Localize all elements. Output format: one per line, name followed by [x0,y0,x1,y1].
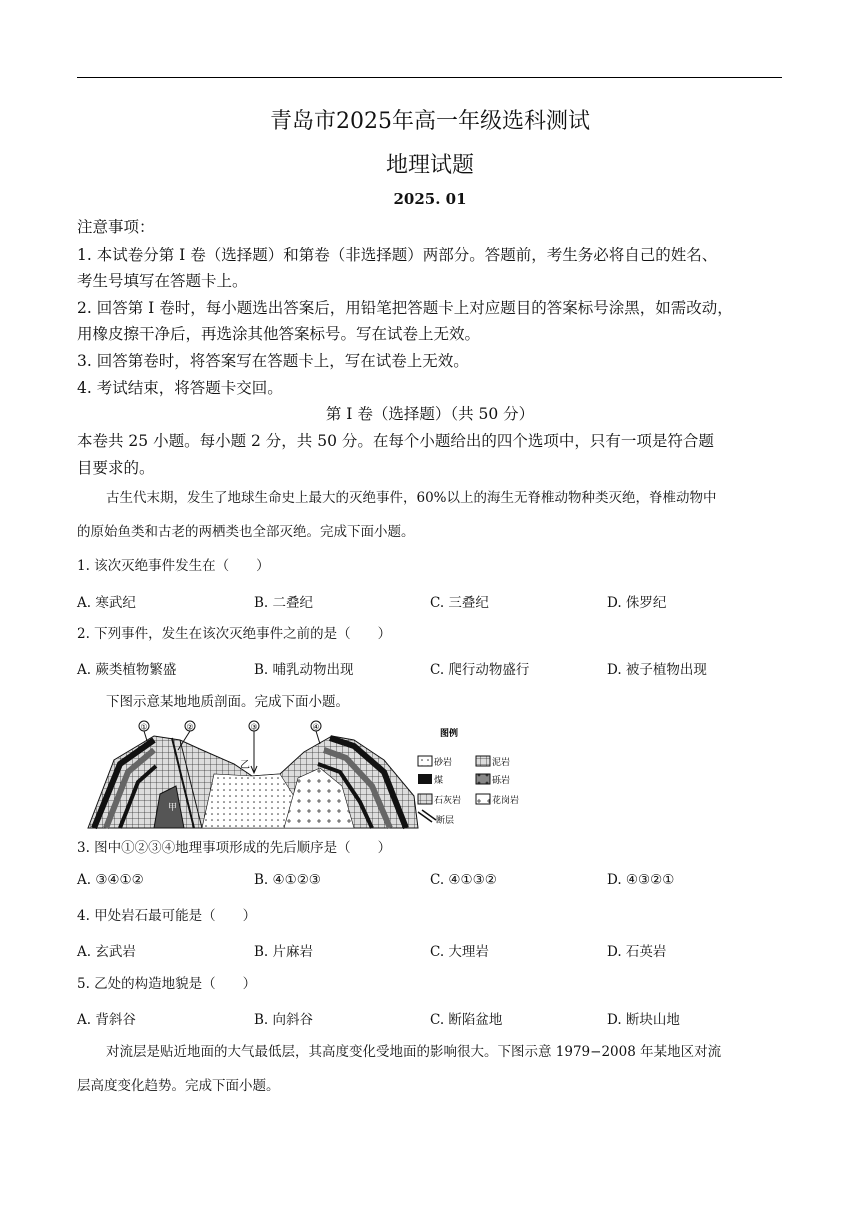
option-c[interactable]: C. 断陷盆地 [430,1012,503,1028]
legend-fault: 断层 [436,816,455,826]
option-d[interactable]: D. ④③②① [607,872,675,888]
legend-conglomerate: 砾岩 [492,776,511,786]
label-yi: 乙 [240,760,250,771]
question-stem: 3. 图中①②③④地理事项形成的先后顺序是（ ） [77,840,392,856]
option-d[interactable]: D. 断块山地 [607,1012,680,1028]
legend-granite: 花岗岩 [492,796,520,806]
option-b[interactable]: B. 片麻岩 [254,944,314,960]
marker-3: ③ [250,722,258,732]
legend-sandstone-swatch [418,756,432,766]
option-d[interactable]: D. 石英岩 [607,944,667,960]
passage-text: 层高度变化趋势。完成下面小题。 [77,1078,280,1094]
legend-coal-swatch [418,774,432,784]
notice-line: 2. 回答第 I 卷时，每小题选出答案后，用铅笔把答题卡上对应题目的答案标号涂黑，如需改动， [77,299,733,317]
option-c[interactable]: C. ④①③② [430,872,497,888]
label-jia: 甲 [168,803,178,813]
option-b[interactable]: B. 二叠纪 [254,595,314,611]
notice-line: 4. 考试结束，将答题卡交回。 [77,379,283,397]
marker-2: ② [186,722,194,732]
header-rule [77,77,782,78]
exam-date: 2025. 01 [393,190,467,208]
section-heading: 第 I 卷（选择题）（共 50 分） [325,405,535,423]
section-desc: 本卷共 25 小题。每小题 2 分，共 50 分。在每个小题给出的四个选项中，只有一项是符合题 [77,432,714,450]
option-c[interactable]: C. 三叠纪 [430,595,489,611]
option-c[interactable]: C. 爬行动物盛行 [430,662,530,678]
legend-mudstone-swatch [476,756,490,766]
option-a[interactable]: A. 玄武岩 [77,944,136,960]
legend-granite-swatch [476,794,490,804]
legend-sandstone: 砂岩 [434,758,453,768]
exam-subtitle: 地理试题 [385,153,474,178]
notice-heading: 注意事项： [77,218,155,236]
option-a[interactable]: A. 寒武纪 [77,595,136,611]
option-b[interactable]: B. 哺乳动物出现 [254,662,354,678]
legend-coal: 煤 [434,776,444,786]
notice-line: 3. 回答第卷时，将答案写在答题卡上，写在试卷上无效。 [77,352,469,370]
legend-conglomerate-swatch [476,774,490,784]
exam-title: 青岛市2025年高一年级选科测试 [270,109,590,134]
marker-4: ④ [312,722,320,732]
notice-line: 用橡皮擦干净后，再选涂其他答案标号。写在试卷上无效。 [77,325,481,343]
passage-text: 下图示意某地地质剖面。完成下面小题。 [106,694,349,710]
notice-line: 考生号填写在答题卡上。 [77,272,248,290]
section-desc: 目要求的。 [77,459,155,477]
marker-1: ① [140,722,148,732]
legend-fault-swatch [418,810,436,822]
question-stem: 5. 乙处的构造地貌是（ ） [77,976,257,992]
legend-limestone-swatch [418,794,432,804]
legend-title: 图例 [440,729,459,739]
legend-limestone: 石灰岩 [434,796,462,806]
legend-mudstone: 泥岩 [492,758,511,768]
option-a[interactable]: A. 背斜谷 [77,1012,136,1028]
question-stem: 4. 甲处岩石最可能是（ ） [77,908,257,924]
passage-text: 对流层是贴近地面的大气最低层，其高度变化受地面的影响很大。下图示意 1979−2008 年某地区对流 [106,1044,722,1060]
option-a[interactable]: A. ③④①② [77,872,144,888]
option-d[interactable]: D. 侏罗纪 [607,595,667,611]
notice-line: 1. 本试卷分第 I 卷（选择题）和第卷（非选择题）两部分。答题前，考生务必将自己的姓名、 [77,246,718,264]
passage-text: 的原始鱼类和古老的两栖类也全部灭绝。完成下面小题。 [77,524,415,540]
option-b[interactable]: B. ④①②③ [254,872,321,888]
geologic-section-figure [84,716,544,834]
option-a[interactable]: A. 蕨类植物繁盛 [77,662,177,678]
passage-text: 古生代末期，发生了地球生命史上最大的灭绝事件，60%以上的海生无脊椎动物种类灭绝，脊椎动物中 [106,490,717,506]
question-stem: 1. 该次灭绝事件发生在（ ） [77,558,270,574]
option-b[interactable]: B. 向斜谷 [254,1012,314,1028]
option-d[interactable]: D. 被子植物出现 [607,662,707,678]
question-stem: 2. 下列事件，发生在该次灭绝事件之前的是（ ） [77,626,392,642]
option-c[interactable]: C. 大理岩 [430,944,489,960]
